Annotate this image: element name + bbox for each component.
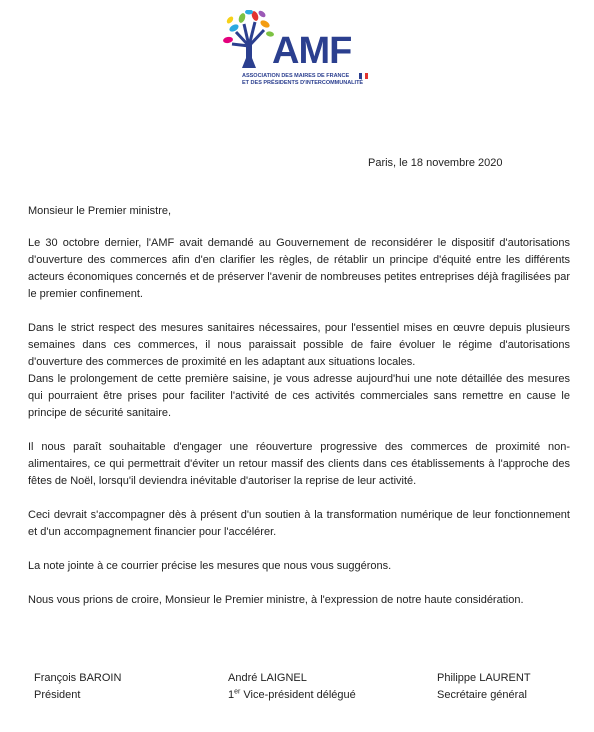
paragraph-4: Il nous paraît souhaitable d'engager une réouverture progressive des commerces de proximité non-alimentaires, ce qui permettrait d'éviter un retour massif des clients dans ces établissements à l'approche des fêtes de Noël, lorsqu'il deviendra inévitable d'autoriser la reprise de leur activité.	[28, 441, 570, 487]
signatory-title: Président	[34, 689, 81, 701]
paragraph-1: Le 30 octobre dernier, l'AMF avait demandé au Gouvernement de reconsidérer le dispositif d'autorisations d'ouverture des commerces afin d'en clarifier les règles, de rétablir un principe d'équité entre les différents acteurs économiques concernés et de préserver l'avenir de nombreuses petites entreprises déjà fragilisées par le premier confinement.	[28, 237, 570, 300]
signatory-title: Secrétaire général	[437, 689, 527, 701]
letter-body	[28, 235, 570, 626]
letter-date: Paris, le 18 novembre 2020	[368, 157, 503, 169]
signatory-title: 1er Vice-président délégué	[228, 688, 356, 701]
signatory-vice-president	[228, 670, 356, 704]
signatory-secretary-general	[437, 670, 531, 704]
logo-subtitle	[242, 73, 377, 87]
salutation: Monsieur le Premier ministre,	[28, 205, 172, 217]
logo-wordmark: AMF	[272, 30, 352, 72]
amf-logo	[222, 10, 382, 98]
paragraph-5: Ceci devrait s'accompagner dès à présent d'un soutien à la transformation numérique de leur fonctionnement et d'un accompagnement financier pour l'accélérer.	[28, 509, 570, 538]
signatory-president	[34, 670, 121, 704]
paragraph-3: Dans le prolongement de cette première saisine, je vous adresse aujourd'hui une note détaillée des mesures qui pourraient être prises pour faciliter l'activité de ces activités commerciales sans remettre en cause le principe de sécurité sanitaire.	[28, 373, 570, 419]
logo-subtitle-line2: ET DES PRÉSIDENTS D'INTERCOMMUNALITÉ	[242, 80, 364, 86]
paragraph-6: La note jointe à ce courrier précise les mesures que nous vous suggérons.	[28, 560, 392, 572]
french-flag-icon	[359, 73, 368, 79]
signatory-name: André LAIGNEL	[228, 672, 307, 684]
paragraph-2: Dans le strict respect des mesures sanitaires nécessaires, pour l'essentiel mises en œuvre depuis plusieurs semaines dans ces commerces, il nous paraissait possible de faire évoluer le régime d'autorisations d'ouverture des commerces de proximité en les adaptant aux situations locales.	[28, 322, 570, 368]
closing: Nous vous prions de croire, Monsieur le Premier ministre, à l'expression de notre haute considération.	[28, 594, 524, 606]
logo-subtitle-line1: ASSOCIATION DES MAIRES DE FRANCE	[242, 73, 350, 79]
signatory-name: François BAROIN	[34, 672, 122, 684]
signatory-name: Philippe LAURENT	[437, 672, 531, 684]
